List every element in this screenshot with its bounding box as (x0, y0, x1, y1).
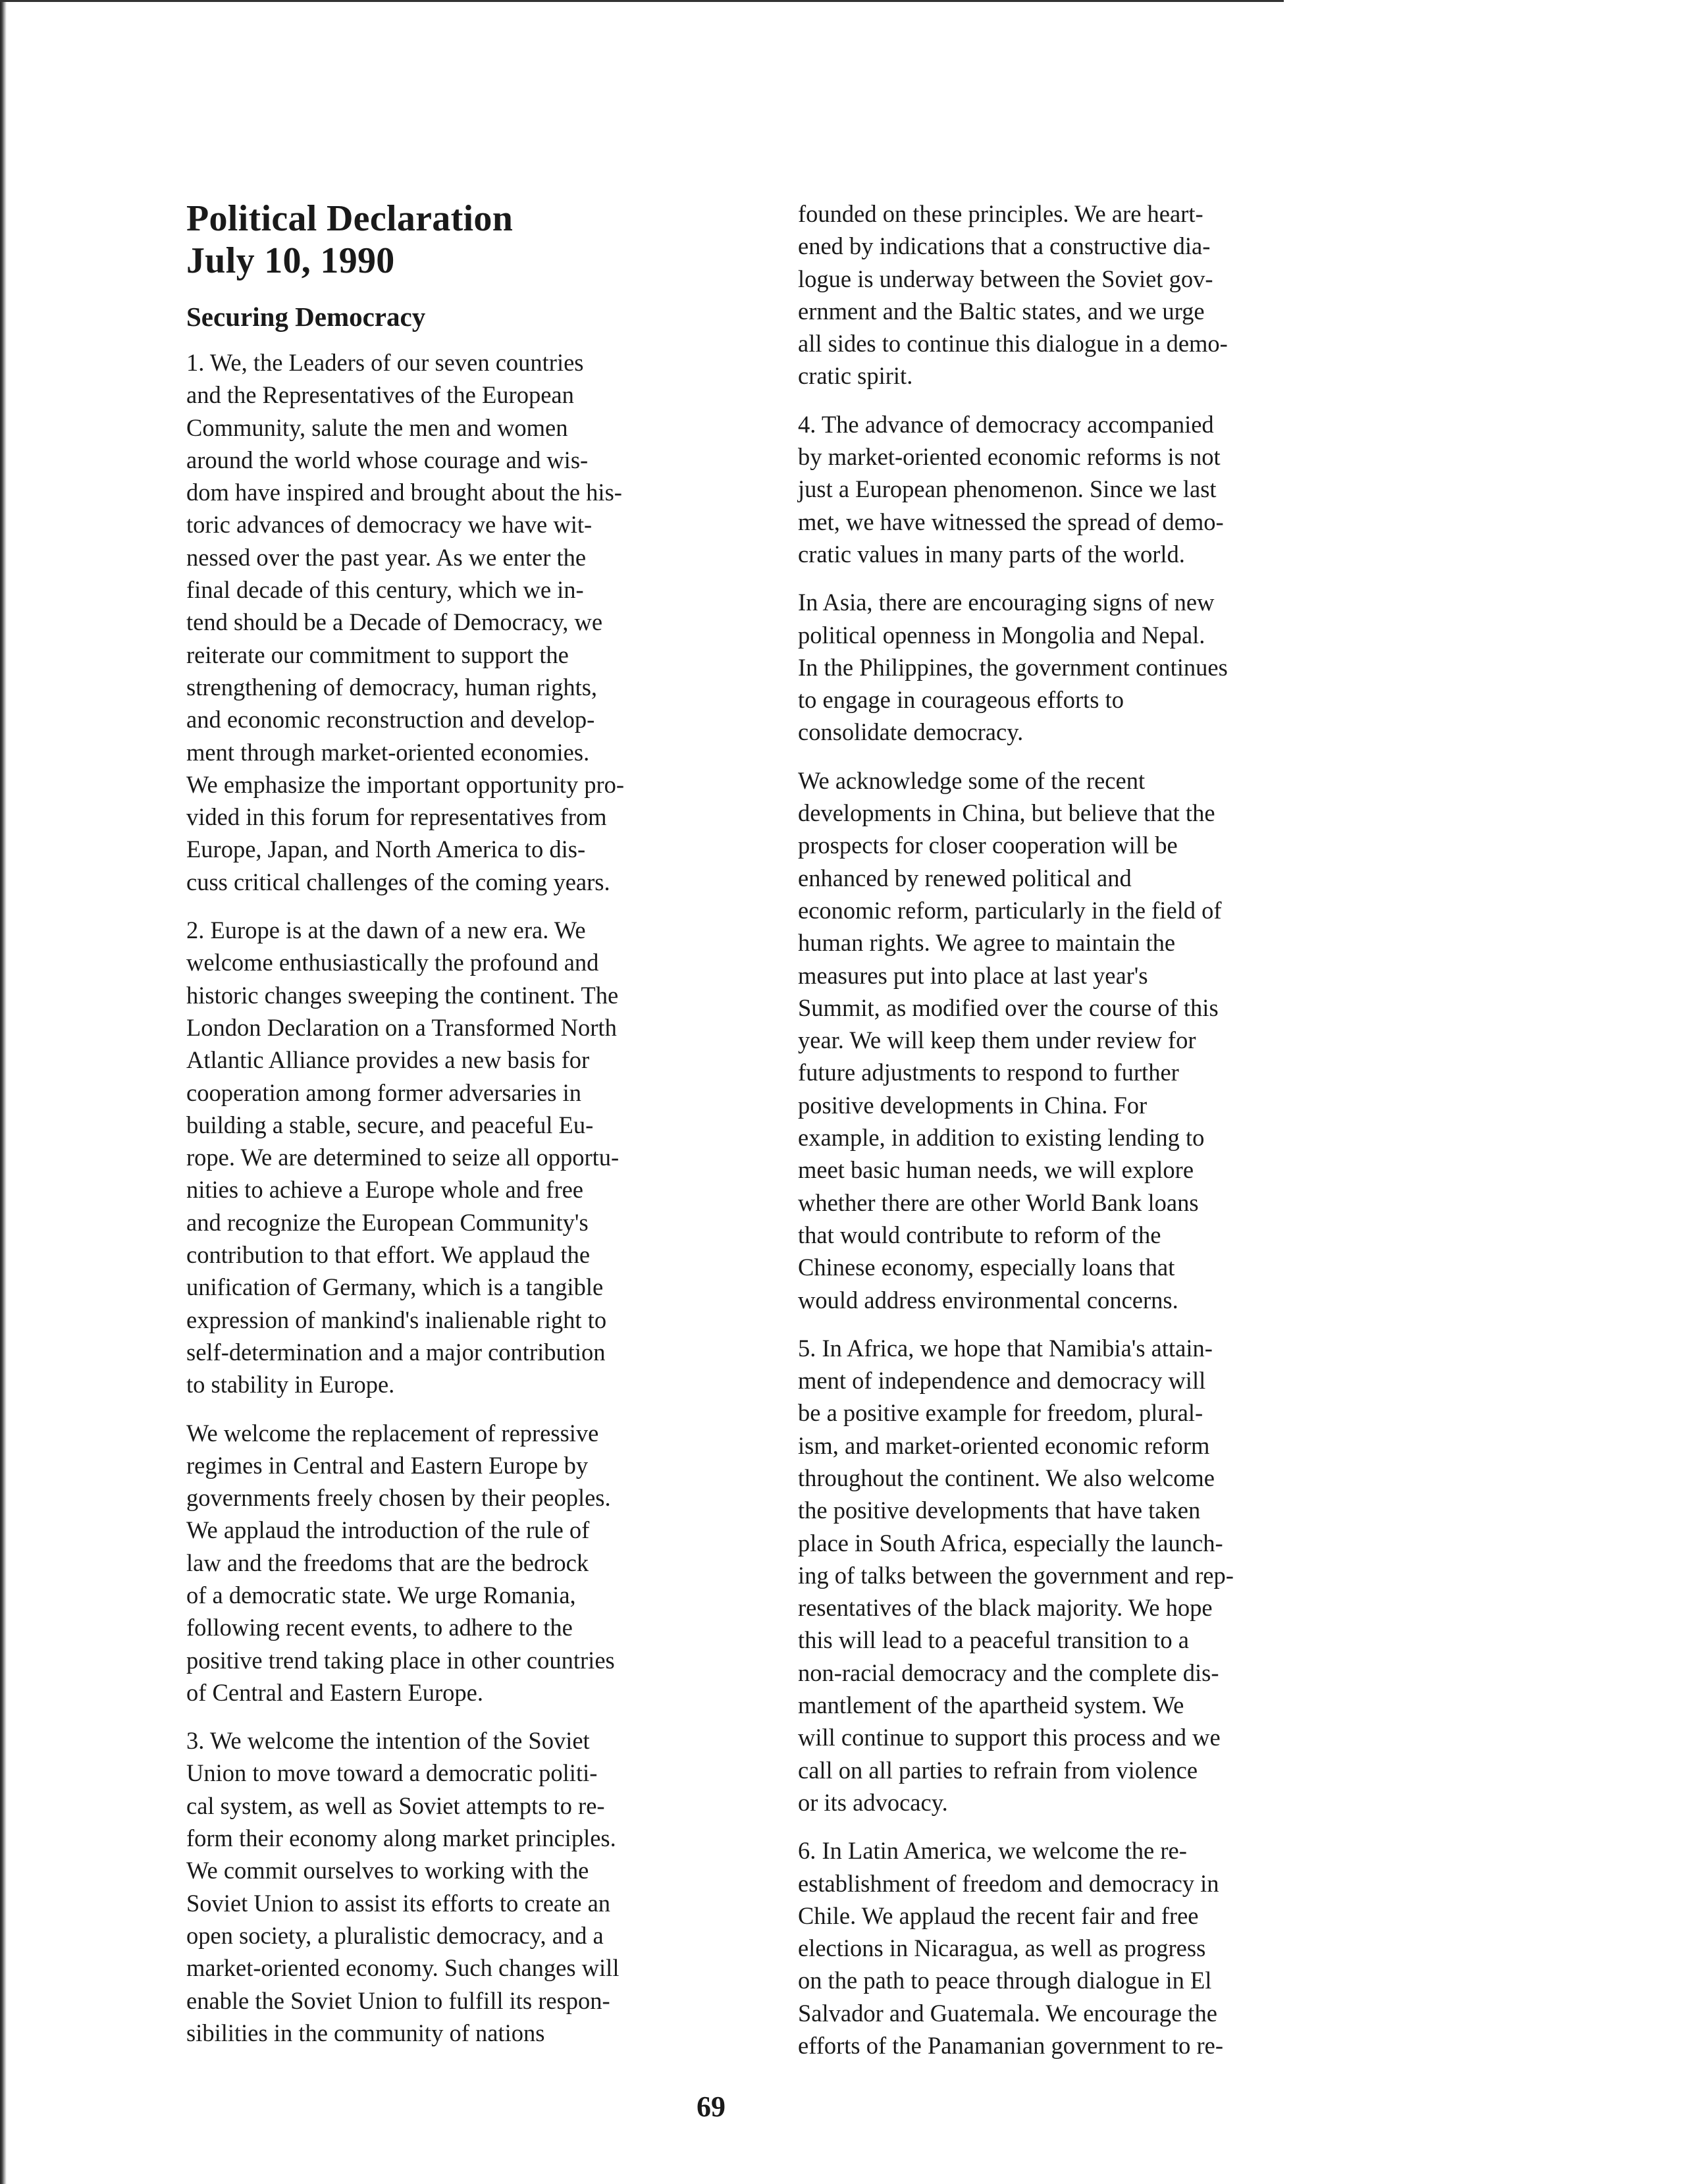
text-line: welcome enthusiastically the profound and (186, 949, 599, 976)
paragraph (798, 198, 1325, 392)
text-line: just a European phenomenon. Since we last (798, 475, 1217, 503)
text-line: Salvador and Guatemala. We encourage the (798, 1999, 1217, 2027)
text-line: toric advances of democracy we have wit- (186, 511, 593, 539)
paragraph (186, 346, 713, 898)
text-line: around the world whose courage and wis- (186, 446, 589, 473)
text-line: ernment and the Baltic states, and we urge (798, 297, 1205, 325)
text-line: cooperation among former adversaries in (186, 1079, 581, 1106)
text-line: this will lead to a peaceful transition to a (798, 1626, 1189, 1654)
text-line: open society, a pluralistic democracy, and a (186, 1921, 604, 1949)
text-line: 3. We welcome the intention of the Soviet (186, 1727, 590, 1755)
text-line: contribution to that effort. We applaud the (186, 1241, 591, 1269)
text-line: developments in China, but believe that the (798, 799, 1215, 827)
section-heading: Securing Democracy (186, 302, 426, 332)
text-line: governments freely chosen by their peoples. (186, 1484, 611, 1512)
text-line: expression of mankind's inalienable right to (186, 1306, 607, 1333)
text-line: example, in addition to existing lending to (798, 1124, 1205, 1152)
text-line: 1. We, the Leaders of our seven countries (186, 349, 584, 376)
text-line: establishment of freedom and democracy in (798, 1869, 1219, 1897)
page-title (186, 198, 713, 282)
text-line: ism, and market-oriented economic reform (798, 1431, 1210, 1459)
text-line: historic changes sweeping the continent. The (186, 981, 619, 1009)
text-line: founded on these principles. We are heart- (798, 200, 1203, 227)
text-line: all sides to continue this dialogue in a demo- (798, 330, 1228, 358)
text-line: Atlantic Alliance provides a new basis for (186, 1046, 590, 1074)
text-line: ment through market-oriented economies. (186, 738, 590, 766)
text-line: met, we have witnessed the spread of demo- (798, 508, 1224, 535)
text-line: Chinese economy, especially loans that (798, 1254, 1175, 1281)
title-line: Political Declaration (186, 198, 514, 239)
text-line: by market-oriented economic reforms is not (798, 443, 1221, 471)
text-line: Europe, Japan, and North America to dis- (186, 836, 586, 863)
text-line: efforts of the Panamanian government to re- (798, 2032, 1223, 2060)
text-line: reiterate our commitment to support the (186, 641, 569, 668)
text-line: form their economy along market principles. (186, 1824, 616, 1852)
paragraph (186, 1417, 713, 1709)
text-line: throughout the continent. We also welcome (798, 1464, 1215, 1491)
text-line: of Central and Eastern Europe. (186, 1678, 484, 1706)
text-line: rope. We are determined to seize all opportu- (186, 1144, 620, 1171)
right-column (798, 198, 1325, 2077)
text-line: unification of Germany, which is a tangible (186, 1273, 604, 1301)
text-line: 6. In Latin America, we welcome the re- (798, 1837, 1187, 1865)
text-line: cuss critical challenges of the coming years. (186, 868, 610, 895)
text-line: market-oriented economy. Such changes will (186, 1954, 620, 1982)
text-line: In Asia, there are encouraging signs of new (798, 589, 1215, 616)
paragraph (186, 914, 713, 1400)
paragraph (798, 586, 1325, 748)
text-line: We acknowledge some of the recent (798, 766, 1146, 794)
text-line: Union to move toward a democratic politi- (186, 1759, 598, 1787)
text-line: be a positive example for freedom, plural- (798, 1399, 1203, 1427)
text-line: regimes in Central and Eastern Europe by (186, 1451, 589, 1479)
text-line: ing of talks between the government and rep- (798, 1561, 1234, 1589)
text-line: final decade of this century, which we in- (186, 576, 584, 604)
text-line: political openness in Mongolia and Nepal. (798, 621, 1205, 649)
text-line: In the Philippines, the government continues (798, 653, 1228, 681)
text-line: future adjustments to respond to further (798, 1059, 1179, 1086)
text-line: nessed over the past year. As we enter the (186, 543, 587, 571)
text-line: 4. The advance of democracy accompanied (798, 410, 1214, 438)
text-line: would address environmental concerns. (798, 1286, 1178, 1314)
text-line: law and the freedoms that are the bedrock (186, 1549, 589, 1576)
text-line: and recognize the European Community's (186, 1208, 589, 1236)
text-line: cratic spirit. (798, 362, 913, 390)
text-line: non-racial democracy and the complete dis- (798, 1659, 1219, 1686)
text-line: economic reform, particularly in the field of (798, 896, 1222, 924)
text-line: elections in Nicaragua, as well as progress (798, 1934, 1206, 1962)
text-line: Soviet Union to assist its efforts to create an (186, 1889, 611, 1917)
text-line: Summit, as modified over the course of this (798, 994, 1219, 1021)
text-line: Chile. We applaud the recent fair and free (798, 1902, 1199, 1929)
text-line: self-determination and a major contribution (186, 1338, 606, 1366)
text-line: mantlement of the apartheid system. We (798, 1691, 1184, 1719)
text-line: We emphasize the important opportunity pro- (186, 770, 625, 798)
text-line: positive trend taking place in other countries (186, 1646, 615, 1674)
text-line: and the Representatives of the European (186, 381, 574, 409)
text-line: 2. Europe is at the dawn of a new era. We (186, 917, 586, 944)
text-line: consolidate democracy. (798, 718, 1024, 746)
text-line: nities to achieve a Europe whole and free (186, 1176, 583, 1204)
text-line: place in South Africa, especially the launch- (798, 1529, 1223, 1557)
paragraph (798, 1332, 1325, 1819)
text-line: and economic reconstruction and develop- (186, 706, 595, 733)
text-line: enhanced by renewed political and (798, 864, 1132, 892)
text-line: to engage in courageous efforts to (798, 686, 1124, 714)
text-line: sibilities in the community of nations (186, 2019, 545, 2046)
text-line: dom have inspired and brought about the his- (186, 479, 622, 506)
text-line: on the path to peace through dialogue in El (798, 1967, 1212, 1994)
text-line: following recent events, to adhere to the (186, 1614, 573, 1641)
text-line: prospects for closer cooperation will be (798, 832, 1178, 859)
text-line: logue is underway between the Soviet gov- (798, 265, 1213, 292)
text-line: positive developments in China. For (798, 1091, 1148, 1119)
text-line: ened by indications that a constructive dia- (798, 232, 1211, 260)
title-line: July 10, 1990 (186, 240, 395, 281)
text-line: call on all parties to refrain from violence (798, 1756, 1198, 1784)
text-line: cal system, as well as Soviet attempts to re- (186, 1792, 605, 1819)
scan-edge-top (0, 0, 1284, 2)
text-line: that would contribute to reform of the (798, 1221, 1161, 1248)
text-line: building a stable, secure, and peaceful Eu- (186, 1111, 594, 1138)
text-line: measures put into place at last year's (798, 961, 1148, 989)
text-line: vided in this forum for representatives from (186, 803, 607, 831)
text-line: Community, salute the men and women (186, 413, 568, 441)
page-number: 69 (697, 2091, 726, 2123)
text-line: We welcome the replacement of repressive (186, 1419, 599, 1447)
left-column (186, 198, 713, 2065)
text-line: ment of independence and democracy will (798, 1367, 1206, 1395)
left-column-body (186, 346, 713, 2049)
text-line: cratic values in many parts of the world. (798, 540, 1185, 568)
paragraph (186, 1724, 713, 2049)
text-line: year. We will keep them under review for (798, 1026, 1196, 1054)
text-line: meet basic human needs, we will explore (798, 1156, 1194, 1184)
text-line: enable the Soviet Union to fulfill its respon- (186, 1986, 610, 2014)
paragraph (798, 764, 1325, 1316)
text-line: 5. In Africa, we hope that Namibia's attain- (798, 1334, 1213, 1362)
text-line: resentatives of the black majority. We hope (798, 1594, 1213, 1622)
text-line: London Declaration on a Transformed North (186, 1013, 617, 1041)
text-line: tend should be a Decade of Democracy, we (186, 608, 603, 636)
text-line: to stability in Europe. (186, 1371, 395, 1398)
paragraph (798, 408, 1325, 570)
text-line: of a democratic state. We urge Romania, (186, 1581, 576, 1609)
text-line: strengthening of democracy, human rights, (186, 673, 598, 701)
text-line: We applaud the introduction of the rule of (186, 1516, 590, 1544)
right-column-body (798, 198, 1325, 2062)
text-line: We commit ourselves to working with the (186, 1857, 589, 1884)
text-line: the positive developments that have taken (798, 1497, 1201, 1524)
scan-edge-left (0, 0, 7, 2184)
text-line: will continue to support this process and we (798, 1724, 1221, 1751)
text-line: whether there are other World Bank loans (798, 1188, 1199, 1216)
text-line: human rights. We agree to maintain the (798, 929, 1176, 957)
text-line: or its advocacy. (798, 1788, 948, 1816)
paragraph (798, 1834, 1325, 2062)
